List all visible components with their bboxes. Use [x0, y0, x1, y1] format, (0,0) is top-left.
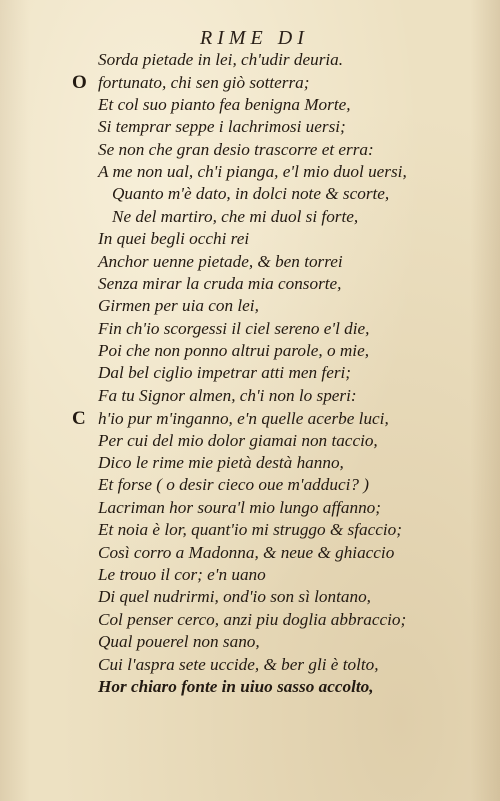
initial-letter: C: [72, 408, 86, 430]
verse-text: Qual pouerel non sano,: [98, 632, 260, 652]
verse-line: [72, 565, 472, 587]
verse-line: [72, 207, 472, 229]
verse-text: Poi che non ponno altrui parole, o mie,: [98, 341, 369, 361]
verse-text: Quanto m'è dato, in dolci note & scorte,: [112, 184, 390, 204]
verse-line: [72, 431, 472, 453]
verse-line: [72, 655, 472, 677]
verse-text: fortunato, chi sen giò sotterra;: [98, 73, 310, 93]
verse-text: Se non che gran desio trascorre et erra:: [98, 139, 374, 159]
verse-text: Le trouo il cor; e'n uano: [98, 564, 266, 584]
verse-text: h'io pur m'inganno, e'n quelle acerbe luci,: [98, 409, 389, 429]
verse-line: [72, 296, 472, 318]
verse-text: Lacriman hor soura'l mio lungo affanno;: [98, 497, 381, 517]
verse-line: [72, 274, 472, 296]
verse-line: [72, 162, 472, 184]
verse-text: Anchor uenne pietade, & ben torrei: [98, 251, 343, 271]
verse-text: Col penser cerco, anzi piu doglia abbraccio;: [98, 609, 407, 629]
verse-text: Di quel nudrirmi, ond'io son sì lontano,: [98, 587, 371, 607]
verse-text: Cui l'aspra sete uccide, & ber gli è tolto,: [98, 654, 379, 674]
verse-line: [72, 498, 472, 520]
verse-line: [72, 677, 472, 699]
verse-line: [72, 252, 472, 274]
verse-line: [72, 184, 472, 206]
initial-letter: O: [72, 72, 87, 94]
verse-line: [72, 341, 472, 363]
verse-text: Senza mirar la cruda mia consorte,: [98, 273, 342, 293]
verse-text: Hor chiaro fonte in uiuo sasso accolto,: [98, 676, 374, 696]
verse-line: [72, 587, 472, 609]
verse-line: [72, 229, 472, 251]
verse-line: [72, 408, 472, 430]
verse-text: Ne del martiro, che mi duol si forte,: [112, 206, 359, 226]
verse-line: [72, 140, 472, 162]
verse-line: [72, 610, 472, 632]
verse-text: Fa tu Signor almen, ch'i non lo speri:: [98, 385, 357, 405]
running-head: RIME DI: [200, 27, 309, 49]
verse-text: Così corro a Madonna, & neue & ghiaccio: [98, 542, 395, 562]
verse-line: [72, 72, 472, 94]
verse-line: [72, 520, 472, 542]
verse-text: Per cui del mio dolor giamai non taccio,: [98, 430, 378, 450]
verse-line: [72, 117, 472, 139]
verse-line: [72, 95, 472, 117]
verse-text: Et noia è lor, quant'io mi struggo & sfaccio;: [98, 520, 402, 540]
verse-text: Dal bel ciglio impetrar atti men feri;: [98, 363, 352, 383]
verse-text: Dico le rime mie pietà destà hanno,: [98, 453, 344, 473]
verse-text: Et col suo pianto fea benigna Morte,: [98, 94, 351, 114]
poem-body: [72, 50, 472, 699]
verse-line: [72, 386, 472, 408]
verse-line: [72, 319, 472, 341]
verse-text: Et forse ( o desir cieco oue m'adduci? ): [98, 475, 369, 495]
verse-text: Girmen per uia con lei,: [98, 296, 259, 316]
verse-text: Fin ch'io scorgessi il ciel sereno e'l die,: [98, 318, 370, 338]
verse-text: A me non ual, ch'i pianga, e'l mio duol uersi,: [98, 161, 407, 181]
verse-text: Sorda pietade in lei, ch'udir deuria.: [98, 50, 344, 69]
verse-line: [72, 632, 472, 654]
verse-line: [72, 453, 472, 475]
verse-line: [72, 475, 472, 497]
verse-line: [72, 363, 472, 385]
verse-line: [72, 543, 472, 565]
verse-line: [72, 50, 472, 72]
verse-text: In quei begli occhi rei: [98, 229, 250, 249]
verse-text: Si temprar seppe i lachrimosi uersi;: [98, 117, 346, 137]
